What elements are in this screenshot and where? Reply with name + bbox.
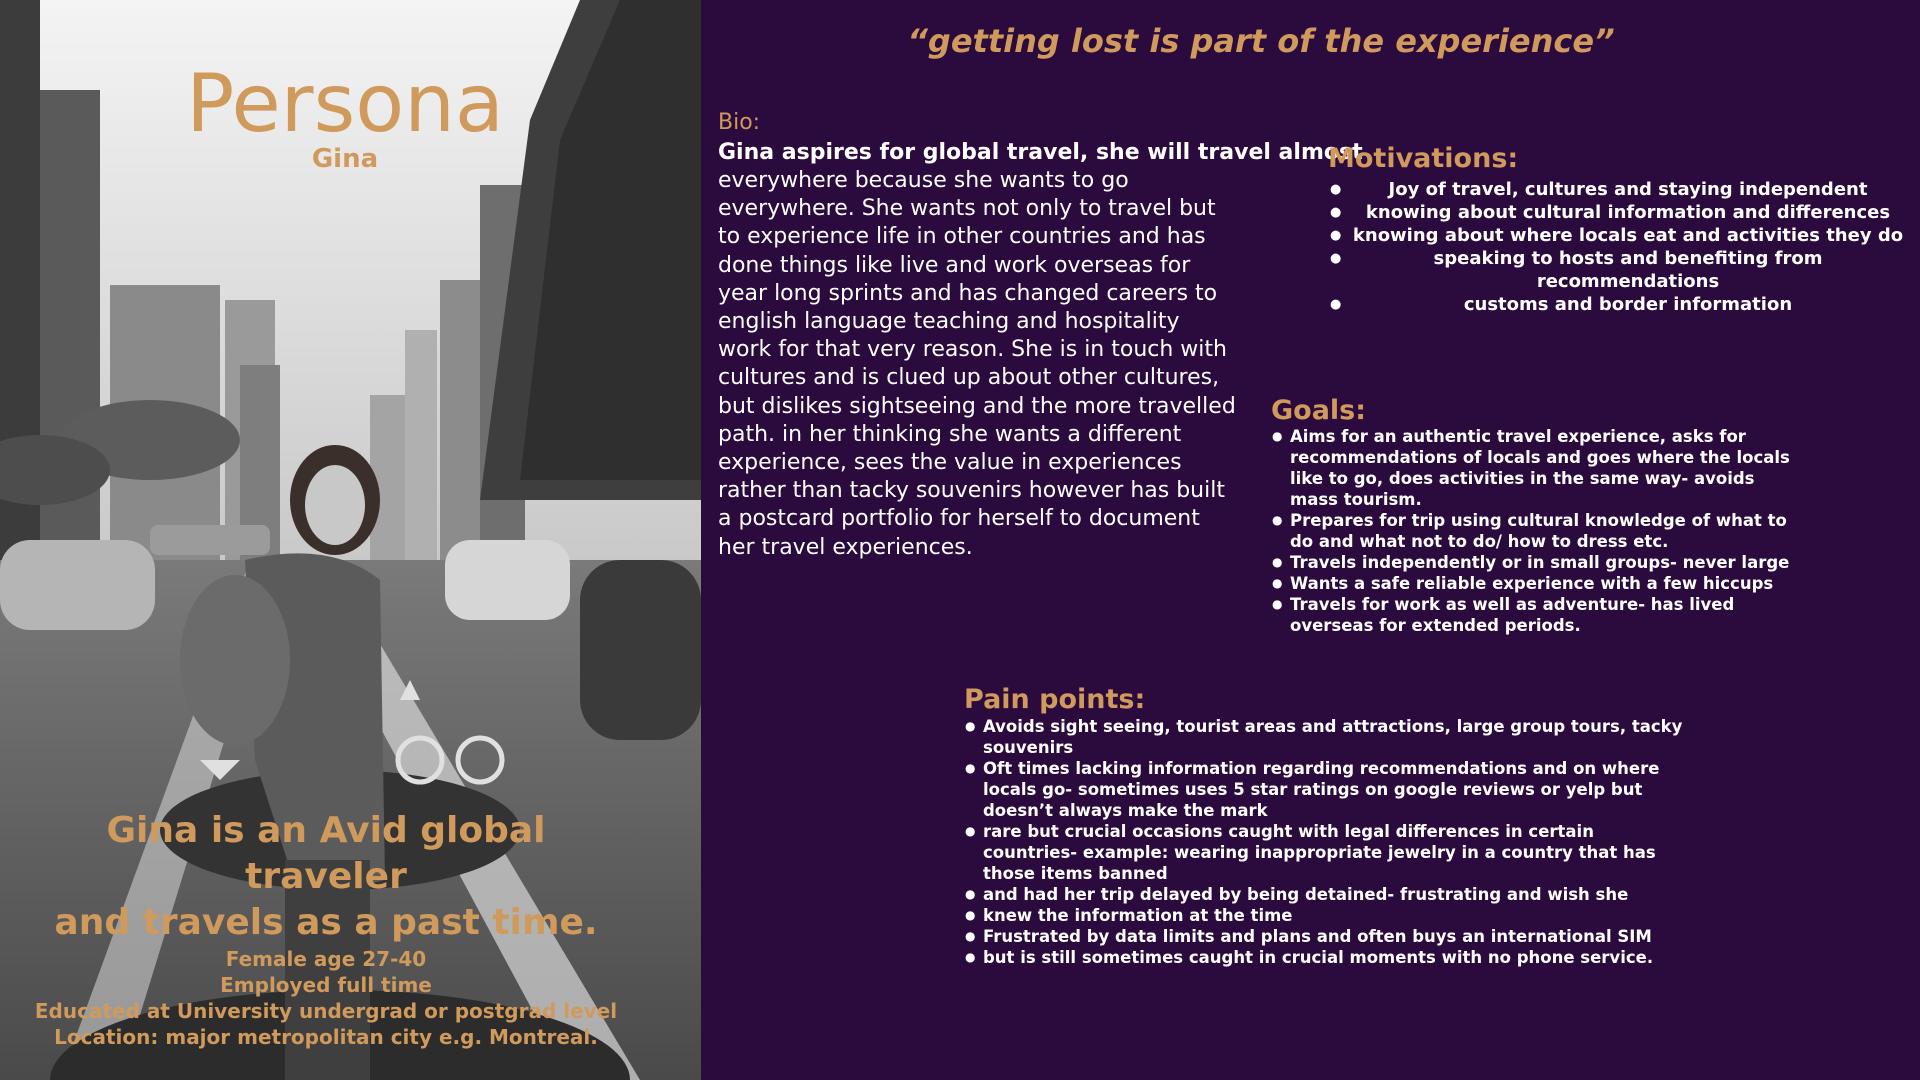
- persona-quote: “getting lost is part of the experience”: [907, 22, 1615, 60]
- motivations-list: [1318, 178, 1908, 316]
- tagline-line-1: Gina is an Avid global traveler: [106, 810, 546, 897]
- pain-point-item: ● knew the information at the time: [965, 905, 1685, 926]
- bio-lead-sentence: Gina aspires for global travel, she will travel almost: [718, 140, 1363, 165]
- motivation-item: ● Joy of travel, cultures and staying independent: [1318, 178, 1908, 201]
- pain-point-item: ● rare but crucial occasions caught with legal differences in certain countries- example: wearing inappropriate jewelry in a country that has those items banned: [965, 821, 1685, 884]
- demographic-education: Educated at University undergrad or postgrad level: [34, 999, 618, 1023]
- demographic-employment: Employed full time: [220, 973, 432, 997]
- goal-item: ● Travels independently or in small groups- never large: [1272, 552, 1792, 573]
- bio-label: Bio:: [718, 110, 761, 135]
- pain-point-item: ● but is still sometimes caught in crucial moments with no phone service.: [965, 947, 1685, 968]
- persona-title: Persona: [186, 57, 504, 150]
- tagline-line-2: and travels as a past time.: [54, 902, 598, 943]
- pain-point-item: ● Frustrated by data limits and plans and often buys an international SIM: [965, 926, 1685, 947]
- motivations-heading: Motivations:: [1328, 143, 1519, 174]
- persona-photo-panel: [0, 0, 701, 1080]
- goal-item: ● Wants a safe reliable experience with a few hiccups: [1272, 573, 1792, 594]
- pain-point-item: ● Avoids sight seeing, tourist areas and attractions, large group tours, tacky souvenirs: [965, 716, 1685, 758]
- persona-tagline: [30, 808, 622, 946]
- bio-body-text: everywhere because she wants to go everywhere. She wants not only to travel but to experience life in other countries and has done things like live and work overseas for year long sprints and has changed careers to english language teaching and hospitality work for that very reason. She is in touch with cultures and is clued up about other cultures, but dislikes sightseeing and the more travelled path. in her thinking she wants a different experience, sees the value in experiences rather than tacky souvenirs however has built a postcard portfolio for herself to document her travel experiences.: [718, 168, 1236, 560]
- motivation-item: ● speaking to hosts and benefiting from recommendations: [1318, 247, 1908, 293]
- pain-points-heading: Pain points:: [964, 684, 1146, 715]
- pain-points-list: [965, 716, 1685, 968]
- persona-name: Gina: [311, 144, 379, 174]
- demographic-location: Location: major metropolitan city e.g. Montreal.: [54, 1025, 598, 1049]
- motivation-item: ● knowing about cultural information and differences: [1318, 201, 1908, 224]
- goals-list: [1272, 426, 1792, 636]
- goal-item: ● Aims for an authentic travel experience, asks for recommendations of locals and goes where the locals like to go, does activities in the same way- avoids mass tourism.: [1272, 426, 1792, 510]
- pain-point-item: ● Oft times lacking information regarding recommendations and on where locals go- sometimes uses 5 star ratings on google reviews or yelp but doesn’t always make the mark: [965, 758, 1685, 821]
- goal-item: ● Travels for work as well as adventure- has lived overseas for extended periods.: [1272, 594, 1792, 636]
- goals-heading: Goals:: [1271, 395, 1367, 426]
- pain-point-item: ● and had her trip delayed by being detained- frustrating and wish she: [965, 884, 1685, 905]
- goal-item: ● Prepares for trip using cultural knowledge of what to do and what not to do/ how to dress etc.: [1272, 510, 1792, 552]
- motivation-item: ● customs and border information: [1318, 293, 1908, 316]
- demographic-age: Female age 27-40: [225, 947, 427, 971]
- motivation-item: ● knowing about where locals eat and activities they do: [1318, 224, 1908, 247]
